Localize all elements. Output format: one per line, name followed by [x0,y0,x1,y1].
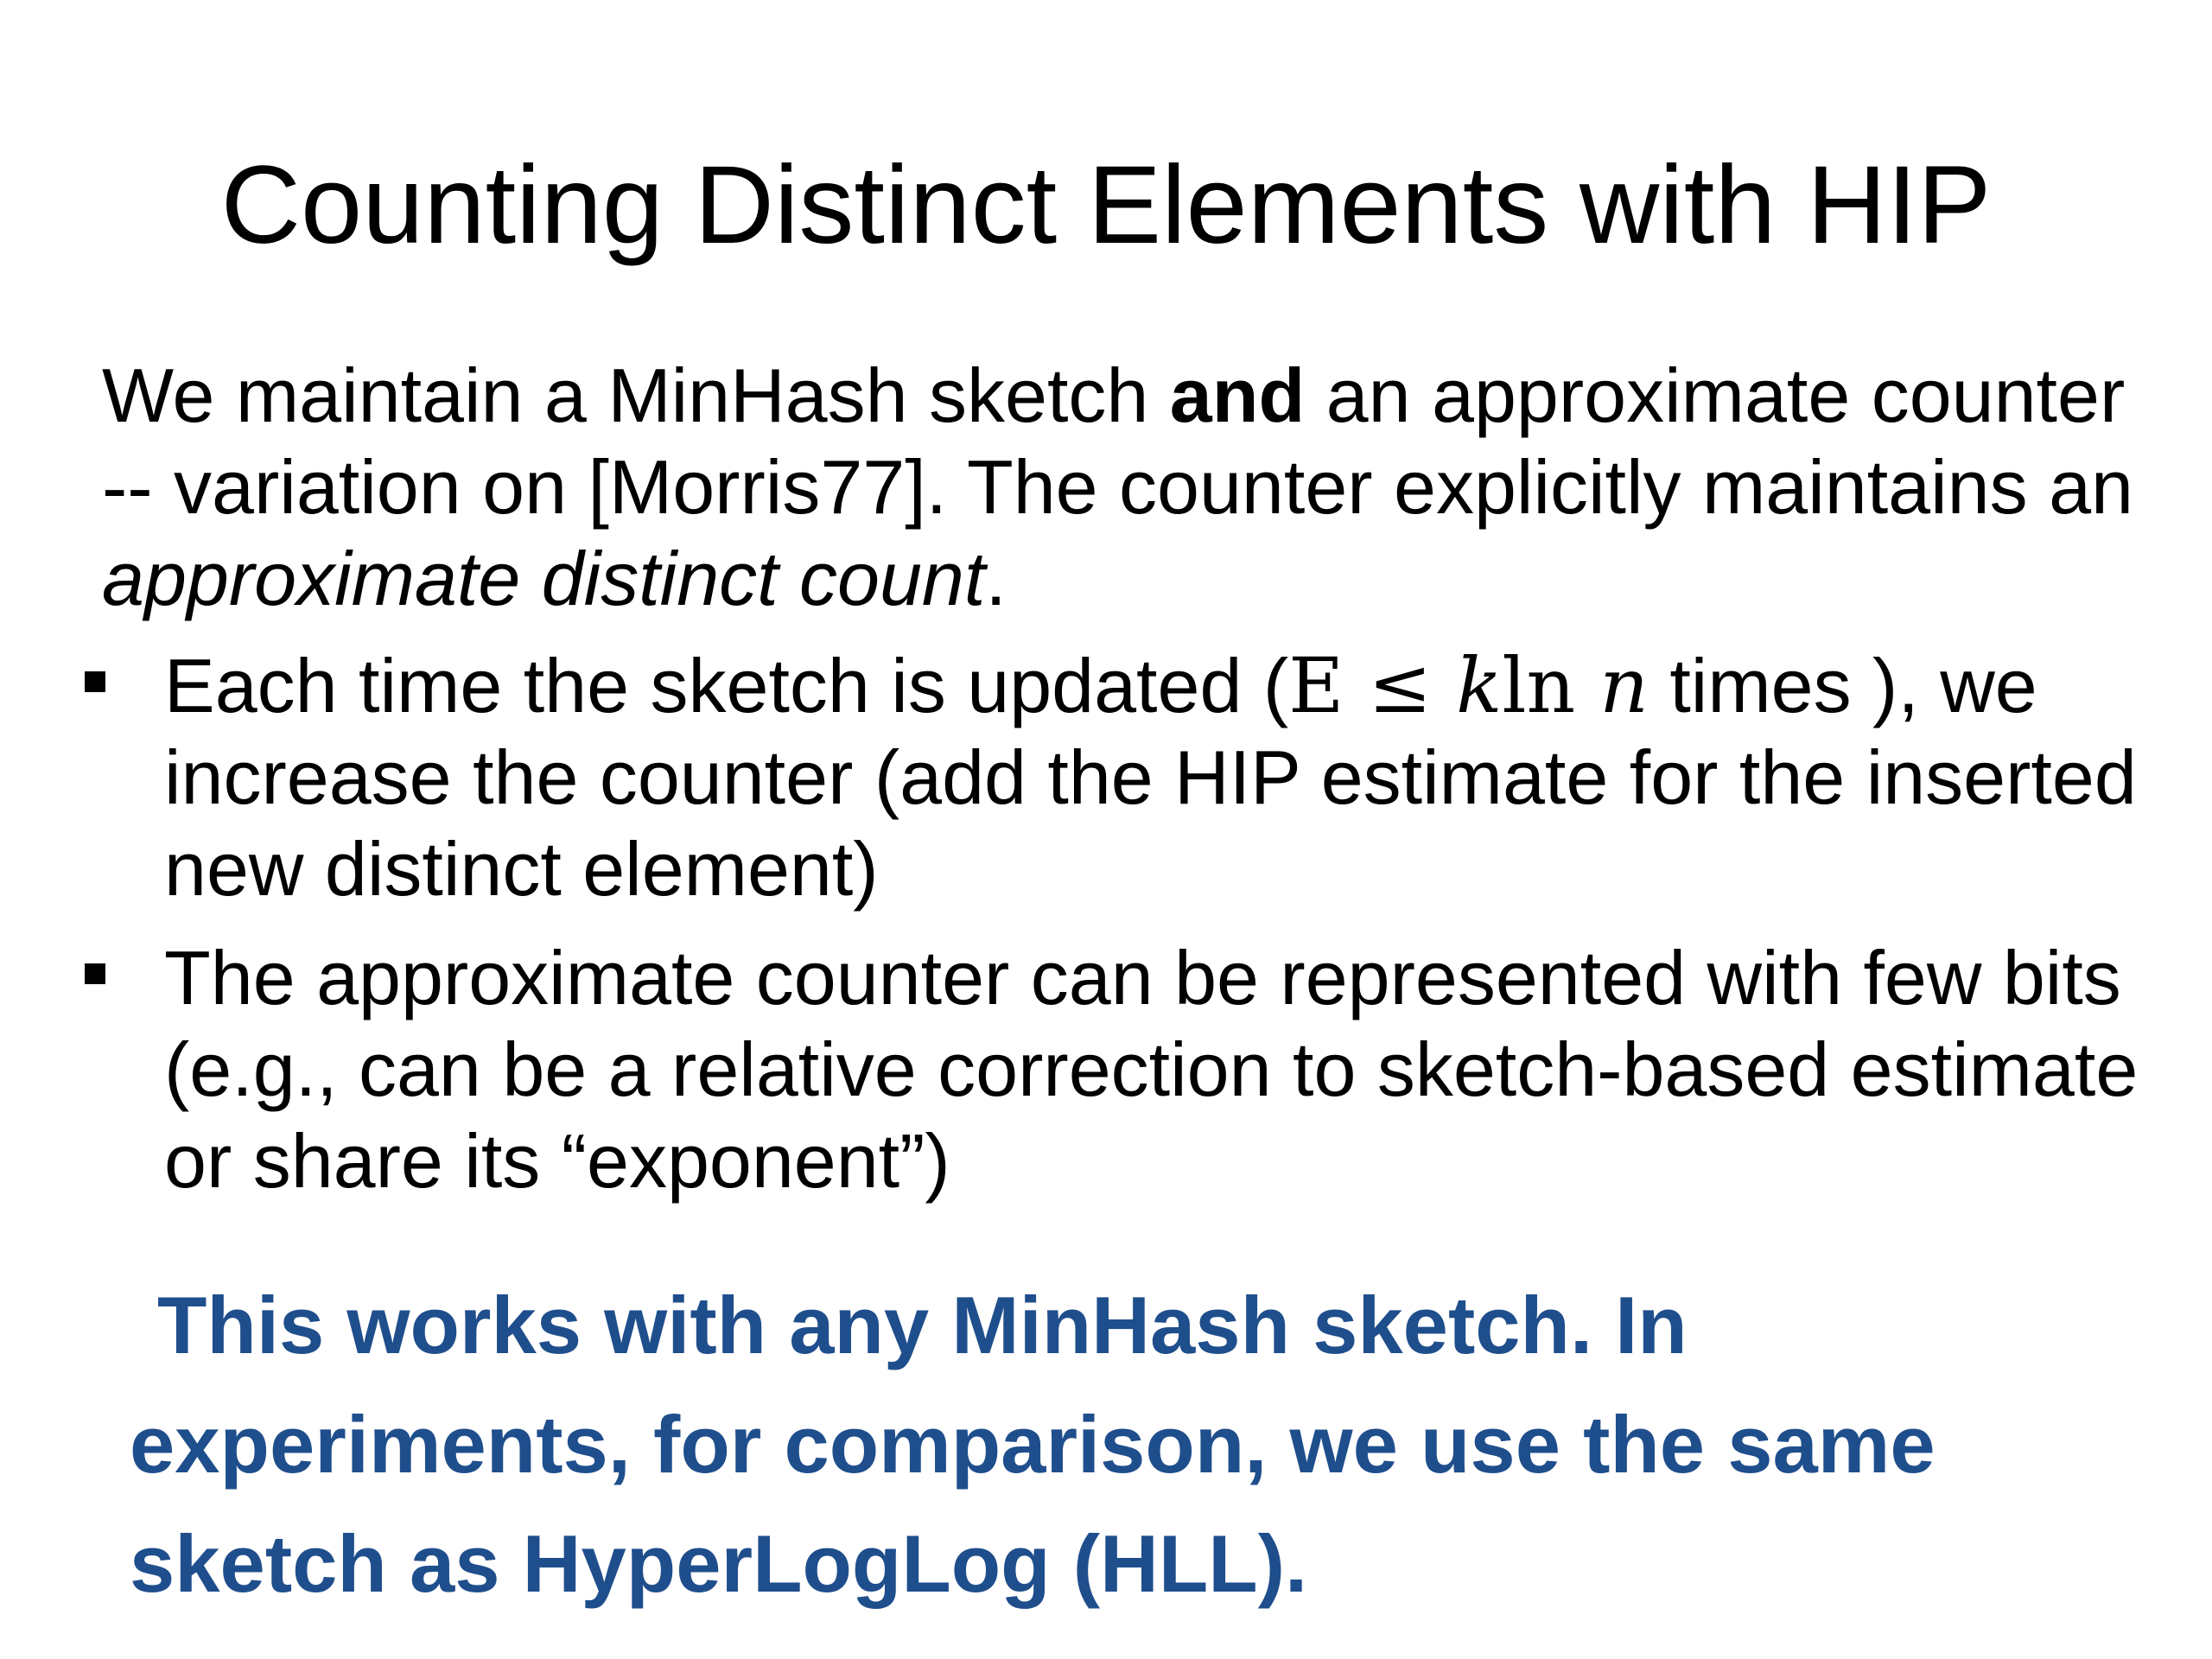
intro-bold-and: and [1169,353,1306,438]
intro-paragraph [78,350,2152,625]
bullet-1-formula [1288,641,1649,730]
formula-E: E [1288,641,1344,730]
intro-text-2: an approximate counter -- variation on [Morris77]. The counter explicitly maintains an [102,353,2133,530]
formula-ln: ln [1502,641,1576,730]
bullet-1-text-after: times ), we increase the counter (add the HIP estimate for the inserted new distinct element) [164,643,2137,912]
slide-body [78,350,2152,1224]
bullet-1-text-before: Each time the sketch is updated ( [164,643,1289,728]
highlight-line-1: This works with any MinHash sketch. In [157,1280,1688,1370]
intro-text-1: We maintain a MinHash sketch [102,353,1170,438]
formula-leq: ≤ [1344,641,1457,730]
bullet-item-update [78,640,2152,915]
intro-italic-phrase: approximate distinct count [102,536,986,621]
bullet-item-counter-bits [78,932,2152,1207]
formula-n: n [1599,641,1649,730]
square-bullet-icon [85,963,105,984]
highlight-line-2: experiments, for comparison, we use the same [130,1399,1936,1490]
square-bullet-icon [85,671,105,692]
highlight-line-3: sketch as HyperLogLog (HLL). [130,1518,1308,1609]
slide-title: Counting Distinct Elements with HIP [220,143,1992,267]
formula-k: k [1456,641,1503,730]
bullet-list [78,640,2152,1207]
intro-text-3: . [985,536,1007,621]
bullet-2-text: The approximate counter can be represented with few bits (e.g., can be a relative correction to sketch-based estimate or share its “exponent”) [164,935,2139,1204]
highlight-statement [130,1266,2117,1624]
